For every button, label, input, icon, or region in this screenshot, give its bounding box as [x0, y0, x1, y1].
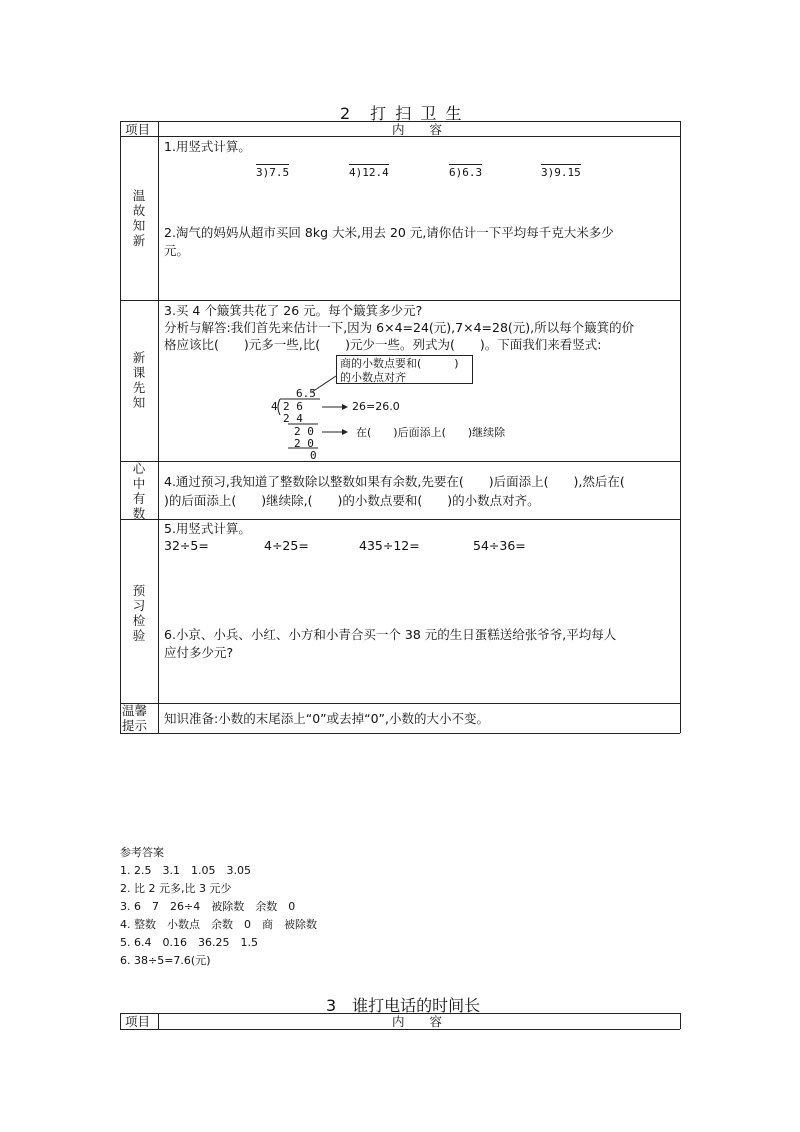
row-label-review: 温 故 知 新 [132, 188, 146, 248]
row-label-preview: 新 课 先 知 [132, 350, 146, 410]
expr-3: 435÷12= [359, 538, 420, 553]
answer-line-2: 2. 比 2 元多,比 3 元少 [120, 882, 232, 895]
expr-2: 4÷25= [264, 538, 309, 553]
division-3: 6)6.3 [449, 166, 483, 179]
section2-title: 2 打 扫 卫 生 [340, 104, 464, 123]
question-5: 5.用竖式计算。 [164, 521, 251, 536]
division-1: 3)7.5 [256, 166, 290, 179]
answer-line-3: 3. 6 7 26÷4 被除数 余数 0 [120, 900, 296, 913]
question-4-line1: 4.通过预习,我知道了整数除以整数如果有余数,先要在( )后面添上( ),然后在( [164, 474, 625, 489]
question-3: 3.买 4 个簸箕共花了 26 元。每个簸箕多少元? [164, 303, 423, 318]
question-1: 1.用竖式计算。 [164, 139, 251, 154]
ld-row1: 2 4 [283, 412, 303, 425]
ld-row3: 2 0 [294, 437, 314, 450]
ld-row4: 0 [310, 449, 317, 462]
ld-divisor: 4 [271, 400, 278, 413]
ld-row2: 2 0 [294, 425, 314, 438]
header-item-label: 项目 [125, 122, 151, 137]
answers-heading: 参考答案 [120, 846, 164, 859]
section3-header-content: 内 容 [392, 1014, 443, 1029]
callout-box: 商的小数点要和( ) 的小数点对齐 [336, 355, 473, 384]
answer-line-4: 4. 整数 小数点 余数 0 商 被除数 [120, 918, 317, 931]
question-6-line2: 应付多少元? [164, 645, 234, 660]
row-label-summary: 心 中 有 数 [132, 461, 146, 521]
division-4: 3)9.15 [541, 166, 581, 179]
division-2: 4)12.4 [349, 166, 389, 179]
answer-line-6: 6. 38÷5=7.6(元) [120, 954, 211, 967]
row-label-tip: 温馨 提示 [122, 703, 148, 733]
question-6-line1: 6.小京、小兵、小红、小方和小青合买一个 38 元的生日蛋糕送给张爷爷,平均每人 [164, 627, 617, 642]
annotation-1: 26=26.0 [352, 400, 400, 413]
ld-dividend: 2 6 [283, 400, 303, 413]
tip-text: 知识准备:小数的末尾添上“0”或去掉“0”,小数的大小不变。 [164, 711, 489, 726]
section3-header-item: 项目 [125, 1014, 151, 1029]
question-4-line2: )的后面添上( )继续除,( )的小数点要和( )的小数点对齐。 [164, 493, 540, 508]
ld-quotient: 6.5 [296, 387, 316, 400]
analysis-line2: 格应该比( )元多一些,比( )元少一些。列式为( )。下面我们来看竖式: [164, 337, 602, 352]
question-2-line1: 2.淘气的妈妈从超市买回 8kg 大米,用去 20 元,请你估计一下平均每千克大米多少 [164, 225, 614, 240]
row-label-check: 预 习 检 验 [132, 583, 146, 643]
analysis-line1: 分析与解答:我们首先来估计一下,因为 6×4=24(元),7×4=28(元),所以每个簸箕的价 [164, 320, 635, 335]
annotation-2: 在( )后面添上( )继续除 [356, 426, 506, 439]
question-2-line2: 元。 [164, 243, 190, 258]
section3-title: 3 谁打电话的时间长 [326, 996, 481, 1015]
expr-1: 32÷5= [164, 538, 209, 553]
answer-line-5: 5. 6.4 0.16 36.25 1.5 [120, 936, 258, 949]
header-content-label: 内 容 [392, 122, 443, 137]
answer-line-1: 1. 2.5 3.1 1.05 3.05 [120, 864, 251, 877]
expr-4: 54÷36= [473, 538, 526, 553]
